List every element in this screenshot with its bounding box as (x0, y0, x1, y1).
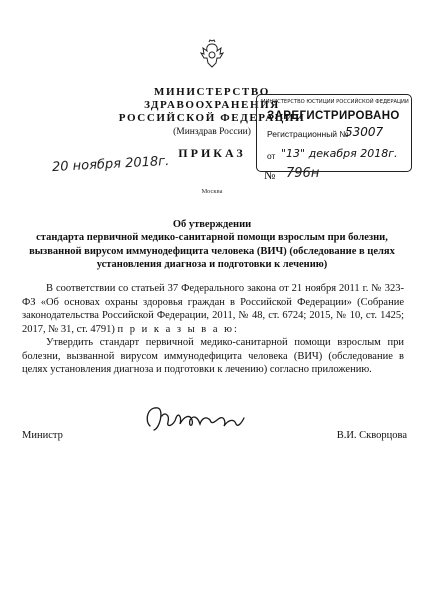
title-line: Об утверждении (172, 219, 252, 230)
title-line: установления диагноза и подготовки к лечению) (96, 258, 328, 270)
stamp-registration-label: Регистрационный № (267, 129, 349, 139)
stamp-ministry: МИНИСТЕРСТВО ЮСТИЦИИ РОССИЙСКОЙ ФЕДЕРАЦИИ (261, 99, 409, 105)
minister-signature (140, 398, 250, 444)
document-body (22, 282, 404, 377)
title-line: стандарта первичной медико-санитарной помощи взрослым при болезни, (36, 232, 388, 244)
preamble-text: В соответствии со статьей 37 Федерального закона от 21 ноября 2011 г. № 323-ФЗ «Об основах охраны здоровья граждан в Российской Федерации» (Собрание законодательства Российской Федерации, 2011, № 48, ст. 6724; 2015, № 10, ст. 1425; 2017, № 31, ст. 4791) (22, 283, 404, 335)
russian-coat-of-arms-emblem (198, 38, 226, 70)
ministry-abbreviation: (Минздрав России) (173, 127, 251, 137)
signer-role: Министр (22, 430, 63, 441)
city-label: Москва (201, 188, 223, 195)
ministry-name-line1: МИНИСТЕРСТВО ЗДРАВООХРАНЕНИЯ (144, 86, 280, 111)
order-paragraph: Утвердить стандарт первичной медико-санитарной помощи взрослым при болезни, вызванной вирусом иммунодефицита человека (ВИЧ) (обследование в целях установления диагноза и подготовки к лечению) согласно приложению. (22, 337, 404, 375)
stamp-title: ЗАРЕГИСТРИРОВАНО (267, 110, 400, 122)
stamp-registration-number: 53007 (345, 125, 384, 139)
registration-stamp (256, 94, 412, 172)
number-sign: № (264, 168, 276, 182)
stamp-date-value: "13" декабря 2018г. (281, 147, 398, 160)
signer-name: В.И. Скворцова (336, 430, 407, 441)
order-word: п р и к а з ы в а ю: (117, 323, 239, 335)
ministry-name-line2: РОССИЙСКОЙ ФЕДЕРАЦИИ (118, 112, 306, 124)
preamble-paragraph (22, 282, 404, 336)
title-line: вызванной вирусом иммунодефицита человека (ВИЧ) (обследование в целях (29, 245, 395, 257)
handwritten-number: 796н (286, 166, 320, 181)
document-title (22, 218, 402, 271)
document-type-heading: ПРИКАЗ (178, 146, 246, 160)
handwritten-date: 20 ноября 2018г. (51, 153, 170, 176)
stamp-date-label: от (267, 151, 276, 161)
